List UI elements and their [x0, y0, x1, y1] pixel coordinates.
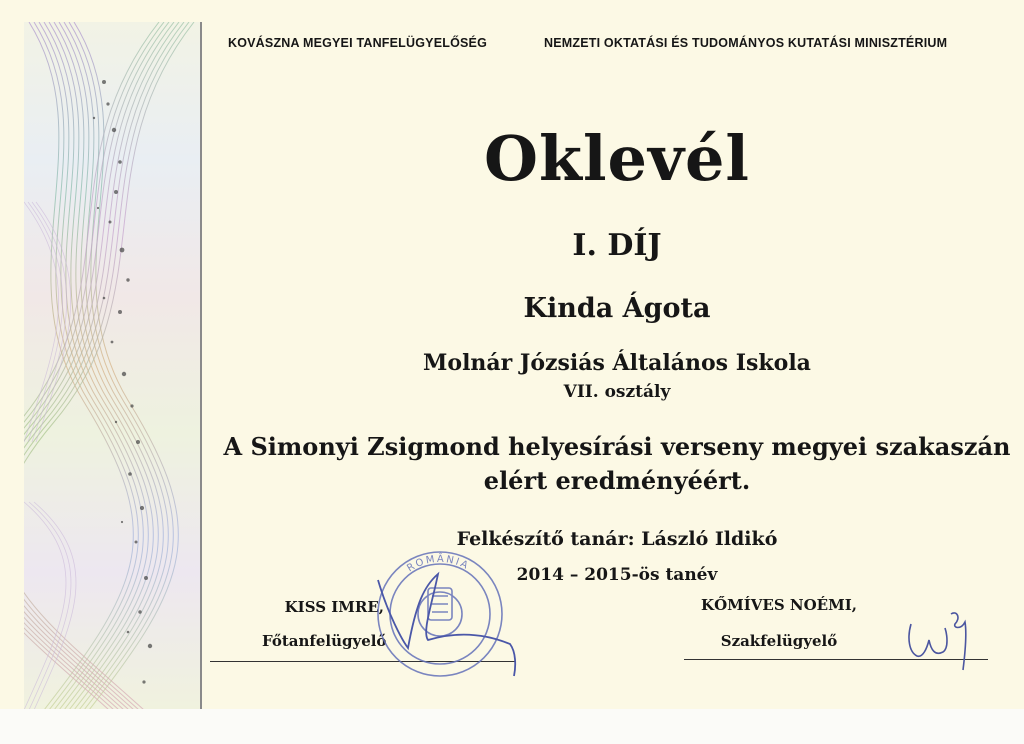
teacher-line: Felkészítő tanár: László Ildikó: [456, 528, 778, 550]
school-year: 2014 – 2015-ös tanév: [516, 565, 718, 585]
stamp-text: ROMÂNIA: [405, 553, 472, 575]
certificate-title: Oklevél: [484, 122, 750, 195]
decorative-border: [24, 22, 202, 710]
grade-level: VII. osztály: [563, 382, 671, 402]
signature-scribble: [905, 604, 985, 676]
header-left-institution: KOVÁSZNA MEGYEI TANFELÜGYELŐSÉG: [228, 36, 487, 50]
scan-margin: [0, 709, 1024, 744]
right-signatory-name: KŐMÍVES NOÉMI,: [701, 596, 857, 614]
left-signatory-role: Főtanfelügyelő: [262, 632, 387, 650]
official-stamp: [368, 544, 518, 684]
recipient-name: Kinda Ágota: [523, 293, 711, 324]
left-signatory-name: KISS IMRE,: [284, 598, 384, 616]
border-divider: [200, 22, 202, 710]
school-name: Molnár Józsiás Általános Iskola: [423, 350, 811, 376]
right-signatory-role: Szakfelügyelő: [720, 632, 838, 650]
award-rank: I. DÍJ: [572, 228, 662, 263]
header-right-ministry: NEMZETI OKTATÁSI ÉS TUDOMÁNYOS KUTATÁSI MINISZTÉRIUM: [544, 36, 948, 50]
award-reason: A Simonyi Zsigmond helyesírási verseny megyei szakaszán elért eredményéért.: [223, 432, 1011, 495]
